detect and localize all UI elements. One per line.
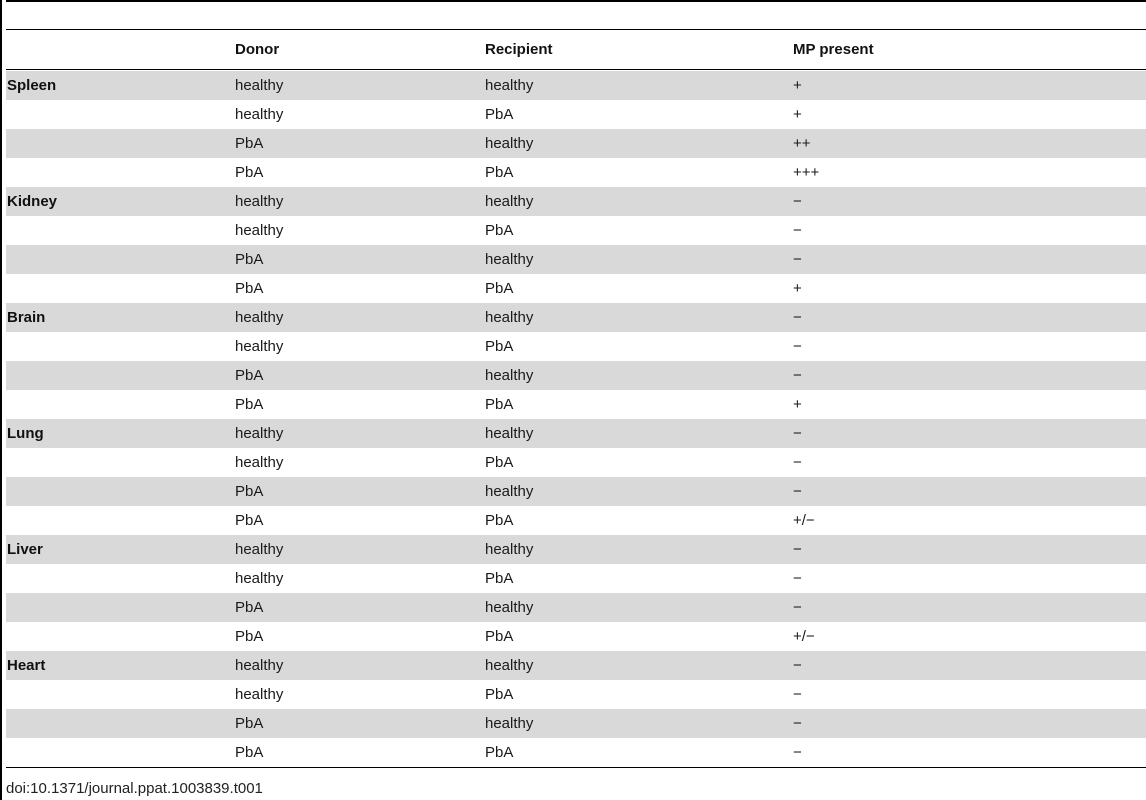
table-row xyxy=(6,216,1146,245)
mp-present-cell: − xyxy=(793,454,802,471)
donor-cell: healthy xyxy=(235,338,284,355)
mp-present-cell: +/− xyxy=(793,628,815,645)
table-row xyxy=(6,651,1146,680)
donor-cell: healthy xyxy=(235,309,284,326)
recipient-cell: healthy xyxy=(485,309,534,326)
recipient-cell: healthy xyxy=(485,541,534,558)
mp-present-cell: − xyxy=(793,570,802,587)
donor-cell: PbA xyxy=(235,599,264,616)
donor-cell: healthy xyxy=(235,193,284,210)
table-body xyxy=(6,71,1146,767)
recipient-cell: healthy xyxy=(485,715,534,732)
table-row xyxy=(6,158,1146,187)
column-header-recipient: Recipient xyxy=(485,41,553,58)
table-row xyxy=(6,680,1146,709)
mp-present-cell: − xyxy=(793,309,802,326)
table-row xyxy=(6,593,1146,622)
recipient-cell: PbA xyxy=(485,222,514,239)
column-header-donor: Donor xyxy=(235,41,280,58)
mp-present-cell: − xyxy=(793,541,802,558)
organ-cell: Liver xyxy=(7,541,43,558)
recipient-cell: healthy xyxy=(485,77,534,94)
mp-present-cell: + xyxy=(793,280,802,297)
recipient-cell: healthy xyxy=(485,193,534,210)
table-row xyxy=(6,100,1146,129)
table-row xyxy=(6,477,1146,506)
organ-cell: Kidney xyxy=(7,193,58,210)
recipient-cell: PbA xyxy=(485,454,514,471)
donor-cell: PbA xyxy=(235,367,264,384)
recipient-cell: PbA xyxy=(485,628,514,645)
donor-cell: healthy xyxy=(235,425,284,442)
donor-cell: PbA xyxy=(235,135,264,152)
table-row xyxy=(6,506,1146,535)
organ-cell: Brain xyxy=(7,309,46,326)
table-row xyxy=(6,390,1146,419)
mp-present-cell: − xyxy=(793,193,802,210)
mp-present-cell: − xyxy=(793,367,802,384)
table-row xyxy=(6,129,1146,158)
mp-present-cell: − xyxy=(793,744,802,761)
donor-cell: PbA xyxy=(235,744,264,761)
mp-present-cell: − xyxy=(793,338,802,355)
table-row xyxy=(6,738,1146,767)
mp-present-cell: + xyxy=(793,396,802,413)
donor-cell: healthy xyxy=(235,686,284,703)
mp-present-cell: − xyxy=(793,599,802,616)
recipient-cell: PbA xyxy=(485,106,514,123)
donor-cell: PbA xyxy=(235,512,264,529)
table-row xyxy=(6,187,1146,216)
donor-cell: PbA xyxy=(235,396,264,413)
donor-cell: healthy xyxy=(235,77,284,94)
recipient-cell: PbA xyxy=(485,164,514,181)
table-row xyxy=(6,274,1146,303)
table-row xyxy=(6,564,1146,593)
recipient-cell: healthy xyxy=(485,483,534,500)
organ-cell: Lung xyxy=(7,425,44,442)
recipient-cell: PbA xyxy=(485,686,514,703)
mp-present-cell: +/− xyxy=(793,512,815,529)
donor-cell: PbA xyxy=(235,251,264,268)
table-row xyxy=(6,709,1146,738)
donor-cell: PbA xyxy=(235,164,264,181)
donor-cell: healthy xyxy=(235,222,284,239)
recipient-cell: healthy xyxy=(485,599,534,616)
column-header-mp-present: MP present xyxy=(793,41,874,58)
donor-cell: healthy xyxy=(235,541,284,558)
donor-cell: PbA xyxy=(235,280,264,297)
recipient-cell: PbA xyxy=(485,512,514,529)
left-border xyxy=(0,0,2,800)
recipient-cell: PbA xyxy=(485,396,514,413)
mp-present-cell: − xyxy=(793,425,802,442)
recipient-cell: PbA xyxy=(485,570,514,587)
table-row xyxy=(6,303,1146,332)
donor-cell: PbA xyxy=(235,628,264,645)
donor-cell: healthy xyxy=(235,106,284,123)
mp-present-cell: − xyxy=(793,715,802,732)
table-top-rule xyxy=(6,0,1146,2)
table-row xyxy=(6,419,1146,448)
donor-cell: healthy xyxy=(235,454,284,471)
organ-cell: Heart xyxy=(7,657,46,674)
table-row xyxy=(6,71,1146,100)
organ-cell: Spleen xyxy=(7,77,57,94)
mp-present-cell: +++ xyxy=(793,164,820,181)
recipient-cell: healthy xyxy=(485,367,534,384)
donor-cell: PbA xyxy=(235,483,264,500)
header-bottom-rule xyxy=(6,69,1146,70)
mp-present-cell: + xyxy=(793,77,802,94)
recipient-cell: healthy xyxy=(485,425,534,442)
table-row xyxy=(6,622,1146,651)
mp-present-cell: + xyxy=(793,106,802,123)
table-row xyxy=(6,332,1146,361)
mp-present-cell: − xyxy=(793,483,802,500)
donor-cell: healthy xyxy=(235,570,284,587)
recipient-cell: PbA xyxy=(485,280,514,297)
recipient-cell: PbA xyxy=(485,338,514,355)
recipient-cell: PbA xyxy=(485,744,514,761)
mp-present-cell: − xyxy=(793,251,802,268)
mp-present-cell: − xyxy=(793,657,802,674)
table-doi-footnote: doi:10.1371/journal.ppat.1003839.t001 xyxy=(6,780,263,797)
donor-cell: PbA xyxy=(235,715,264,732)
mp-present-cell: ++ xyxy=(793,135,811,152)
table-header xyxy=(6,30,1146,69)
recipient-cell: healthy xyxy=(485,657,534,674)
donor-cell: healthy xyxy=(235,657,284,674)
mp-present-cell: − xyxy=(793,686,802,703)
table-row xyxy=(6,245,1146,274)
table-row xyxy=(6,448,1146,477)
table-row xyxy=(6,535,1146,564)
recipient-cell: healthy xyxy=(485,251,534,268)
table-row xyxy=(6,361,1146,390)
table-bottom-rule xyxy=(6,767,1146,768)
mp-present-cell: − xyxy=(793,222,802,239)
recipient-cell: healthy xyxy=(485,135,534,152)
